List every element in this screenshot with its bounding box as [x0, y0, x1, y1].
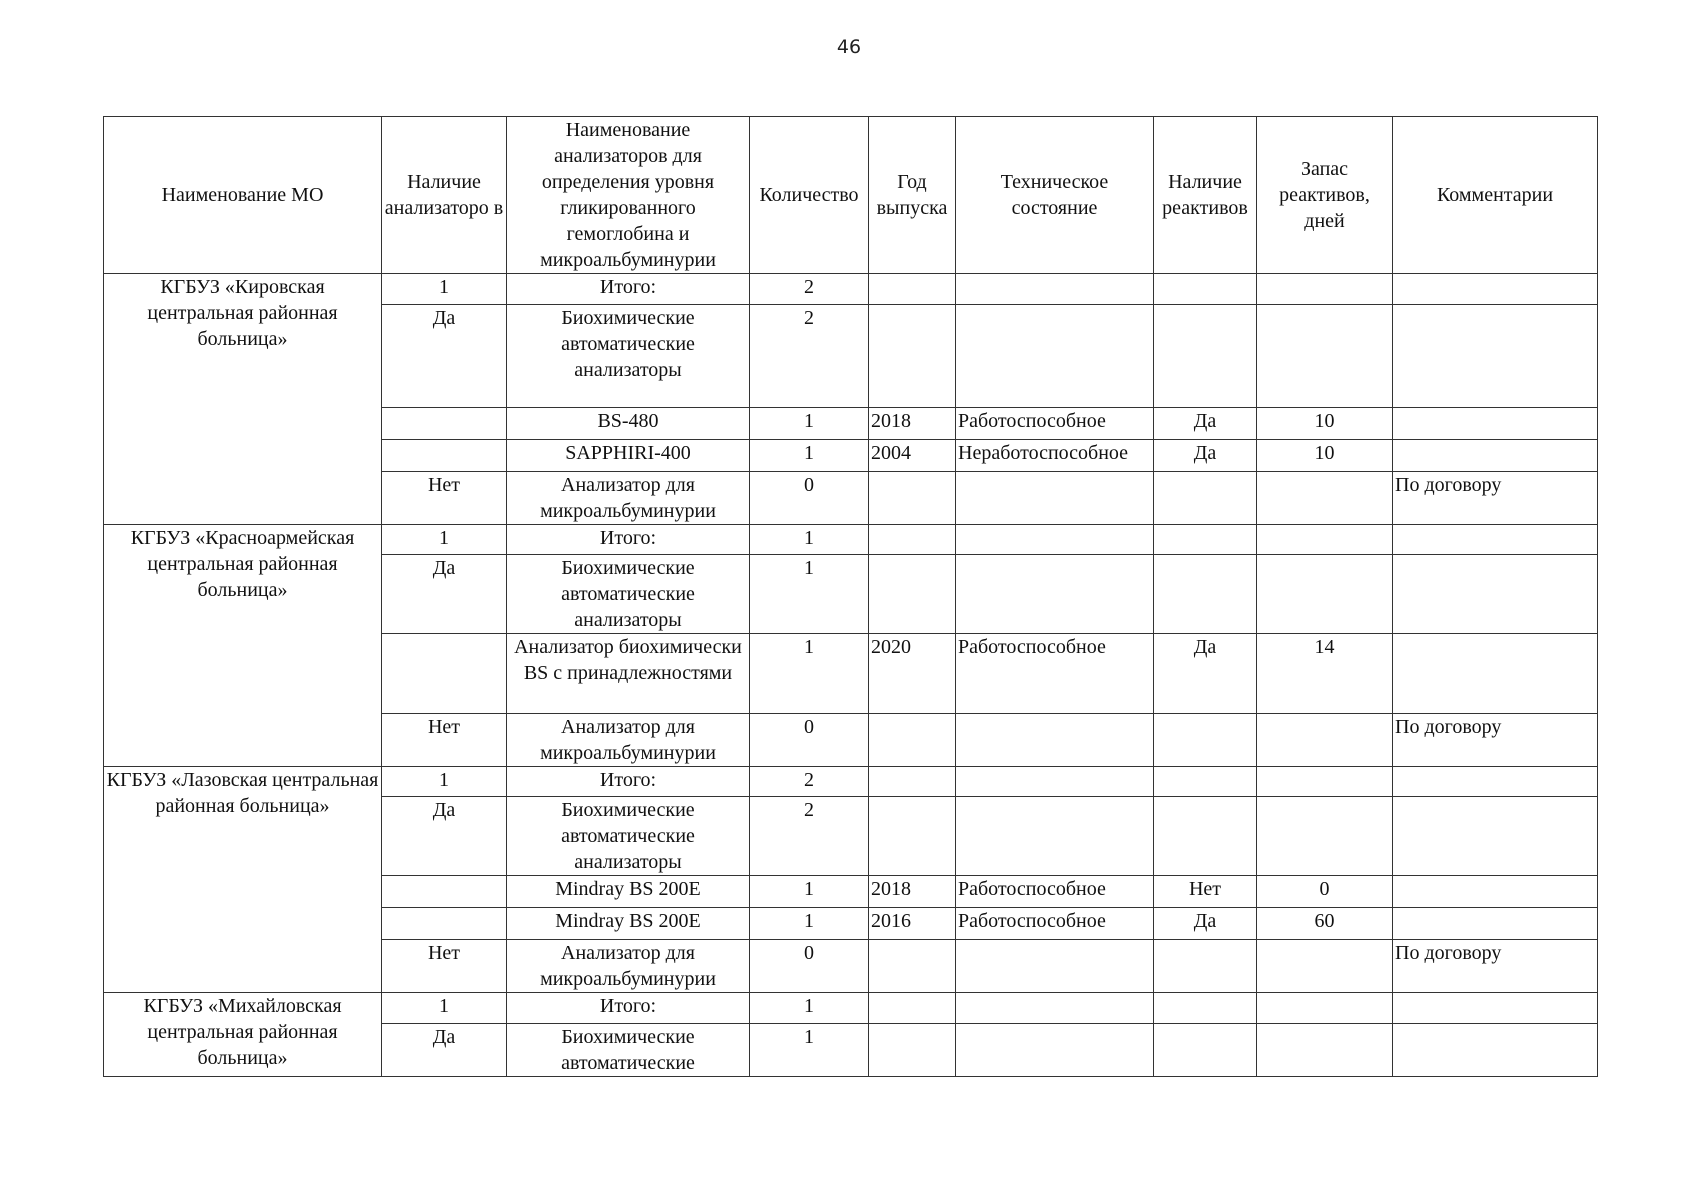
presence-cell [382, 634, 507, 714]
year-cell [869, 767, 956, 797]
condition-cell [956, 940, 1154, 993]
analyzer-name-cell: Биохимические автоматические анализаторы [507, 555, 750, 634]
comment-cell: По договору [1393, 940, 1598, 993]
stock-cell [1257, 525, 1393, 555]
condition-cell [956, 274, 1154, 305]
stock-cell: 14 [1257, 634, 1393, 714]
condition-cell [956, 555, 1154, 634]
comment-cell [1393, 440, 1598, 472]
analyzer-name-cell: Итого: [507, 767, 750, 797]
year-cell: 2020 [869, 634, 956, 714]
header-year: Год выпуска [869, 117, 956, 274]
reagents-cell: Да [1154, 908, 1257, 940]
presence-cell: 1 [382, 993, 507, 1024]
reagents-cell [1154, 525, 1257, 555]
count-cell: 0 [750, 940, 869, 993]
analyzer-name-cell: Mindray BS 200E [507, 876, 750, 908]
stock-cell [1257, 940, 1393, 993]
condition-cell: Работоспособное [956, 408, 1154, 440]
stock-cell [1257, 1024, 1393, 1077]
count-cell: 2 [750, 797, 869, 876]
presence-cell [382, 440, 507, 472]
analyzer-name-cell: Анализатор для микроальбуминурии [507, 714, 750, 767]
reagents-cell [1154, 714, 1257, 767]
reagents-cell: Да [1154, 408, 1257, 440]
count-cell: 1 [750, 525, 869, 555]
year-cell [869, 305, 956, 408]
count-cell: 0 [750, 472, 869, 525]
stock-cell [1257, 767, 1393, 797]
mo-name: КГБУЗ «Красноармейская центральная районная больница» [104, 525, 382, 767]
presence-cell [382, 876, 507, 908]
header-reagents: Наличие реактивов [1154, 117, 1257, 274]
stock-cell [1257, 472, 1393, 525]
year-cell [869, 555, 956, 634]
count-cell: 1 [750, 876, 869, 908]
count-cell: 2 [750, 305, 869, 408]
reagents-cell [1154, 305, 1257, 408]
stock-cell [1257, 305, 1393, 408]
mo-name: КГБУЗ «Кировская центральная районная больница» [104, 274, 382, 525]
presence-cell [382, 908, 507, 940]
analyzer-name-cell: Биохимические автоматические [507, 1024, 750, 1077]
comment-cell [1393, 876, 1598, 908]
header-stock: Запас реактивов, дней [1257, 117, 1393, 274]
condition-cell [956, 714, 1154, 767]
analyzer-name-cell: Анализатор для микроальбуминурии [507, 472, 750, 525]
condition-cell [956, 797, 1154, 876]
condition-cell: Неработоспособное [956, 440, 1154, 472]
analyzer-name-cell: Анализатор биохимически BS с принадлежностями [507, 634, 750, 714]
year-cell [869, 1024, 956, 1077]
table-row [104, 525, 1598, 555]
condition-cell [956, 525, 1154, 555]
header-condition: Техническое состояние [956, 117, 1154, 274]
count-cell: 1 [750, 908, 869, 940]
presence-cell: 1 [382, 274, 507, 305]
header-mo: Наименование МО [104, 117, 382, 274]
count-cell: 1 [750, 634, 869, 714]
stock-cell [1257, 274, 1393, 305]
condition-cell [956, 767, 1154, 797]
mo-name: КГБУЗ «Лазовская центральная районная больница» [104, 767, 382, 993]
comment-cell [1393, 797, 1598, 876]
comment-cell [1393, 908, 1598, 940]
comment-cell [1393, 767, 1598, 797]
condition-cell [956, 1024, 1154, 1077]
presence-cell: Да [382, 1024, 507, 1077]
year-cell [869, 797, 956, 876]
year-cell [869, 525, 956, 555]
year-cell [869, 993, 956, 1024]
condition-cell [956, 472, 1154, 525]
mo-name: КГБУЗ «Михайловская центральная районная больница» [104, 993, 382, 1077]
count-cell: 2 [750, 767, 869, 797]
stock-cell: 60 [1257, 908, 1393, 940]
reagents-cell [1154, 274, 1257, 305]
comment-cell [1393, 274, 1598, 305]
stock-cell [1257, 797, 1393, 876]
page-number: 46 [836, 36, 862, 58]
condition-cell: Работоспособное [956, 908, 1154, 940]
analyzer-name-cell: Mindray BS 200E [507, 908, 750, 940]
condition-cell [956, 305, 1154, 408]
stock-cell [1257, 714, 1393, 767]
stock-cell: 10 [1257, 440, 1393, 472]
year-cell: 2004 [869, 440, 956, 472]
presence-cell: Нет [382, 940, 507, 993]
count-cell: 1 [750, 993, 869, 1024]
table-row [104, 767, 1598, 797]
comment-cell: По договору [1393, 714, 1598, 767]
year-cell: 2018 [869, 876, 956, 908]
count-cell: 2 [750, 274, 869, 305]
analyzer-name-cell: Итого: [507, 525, 750, 555]
count-cell: 1 [750, 408, 869, 440]
reagents-cell [1154, 940, 1257, 993]
presence-cell: Да [382, 555, 507, 634]
stock-cell: 10 [1257, 408, 1393, 440]
year-cell [869, 472, 956, 525]
header-presence: Наличие анализаторо в [382, 117, 507, 274]
count-cell: 1 [750, 440, 869, 472]
comment-cell [1393, 525, 1598, 555]
analyzer-name-cell: Биохимические автоматические анализаторы [507, 305, 750, 408]
analyzer-name-cell: Анализатор для микроальбуминурии [507, 940, 750, 993]
reagents-cell: Да [1154, 634, 1257, 714]
comment-cell: По договору [1393, 472, 1598, 525]
comment-cell [1393, 408, 1598, 440]
comment-cell [1393, 305, 1598, 408]
count-cell: 0 [750, 714, 869, 767]
reagents-cell [1154, 1024, 1257, 1077]
analyzers-table [103, 116, 1598, 1077]
analyzer-name-cell: SAPPHIRI-400 [507, 440, 750, 472]
analyzer-name-cell: Биохимические автоматические анализаторы [507, 797, 750, 876]
presence-cell: Да [382, 797, 507, 876]
stock-cell: 0 [1257, 876, 1393, 908]
comment-cell [1393, 634, 1598, 714]
comment-cell [1393, 555, 1598, 634]
header-comments: Комментарии [1393, 117, 1598, 274]
count-cell: 1 [750, 555, 869, 634]
presence-cell: 1 [382, 525, 507, 555]
reagents-cell [1154, 797, 1257, 876]
year-cell: 2018 [869, 408, 956, 440]
presence-cell [382, 408, 507, 440]
presence-cell: Нет [382, 472, 507, 525]
analyzer-name-cell: BS-480 [507, 408, 750, 440]
presence-cell: 1 [382, 767, 507, 797]
header-analyzer-name: Наименование анализаторов для определения уровня гликированного гемоглобина и микроальбуминурии [507, 117, 750, 274]
reagents-cell: Да [1154, 440, 1257, 472]
analyzer-name-cell: Итого: [507, 993, 750, 1024]
analyzer-name-cell: Итого: [507, 274, 750, 305]
table-row [104, 993, 1598, 1024]
reagents-cell: Нет [1154, 876, 1257, 908]
stock-cell [1257, 993, 1393, 1024]
reagents-cell [1154, 472, 1257, 525]
reagents-cell [1154, 767, 1257, 797]
year-cell [869, 274, 956, 305]
presence-cell: Нет [382, 714, 507, 767]
year-cell [869, 714, 956, 767]
comment-cell [1393, 1024, 1598, 1077]
table-row [104, 274, 1598, 305]
reagents-cell [1154, 993, 1257, 1024]
condition-cell [956, 993, 1154, 1024]
reagents-cell [1154, 555, 1257, 634]
year-cell: 2016 [869, 908, 956, 940]
comment-cell [1393, 993, 1598, 1024]
presence-cell: Да [382, 305, 507, 408]
year-cell [869, 940, 956, 993]
header-count: Количество [750, 117, 869, 274]
condition-cell: Работоспособное [956, 876, 1154, 908]
condition-cell: Работоспособное [956, 634, 1154, 714]
stock-cell [1257, 555, 1393, 634]
count-cell: 1 [750, 1024, 869, 1077]
header-row [104, 117, 1598, 274]
